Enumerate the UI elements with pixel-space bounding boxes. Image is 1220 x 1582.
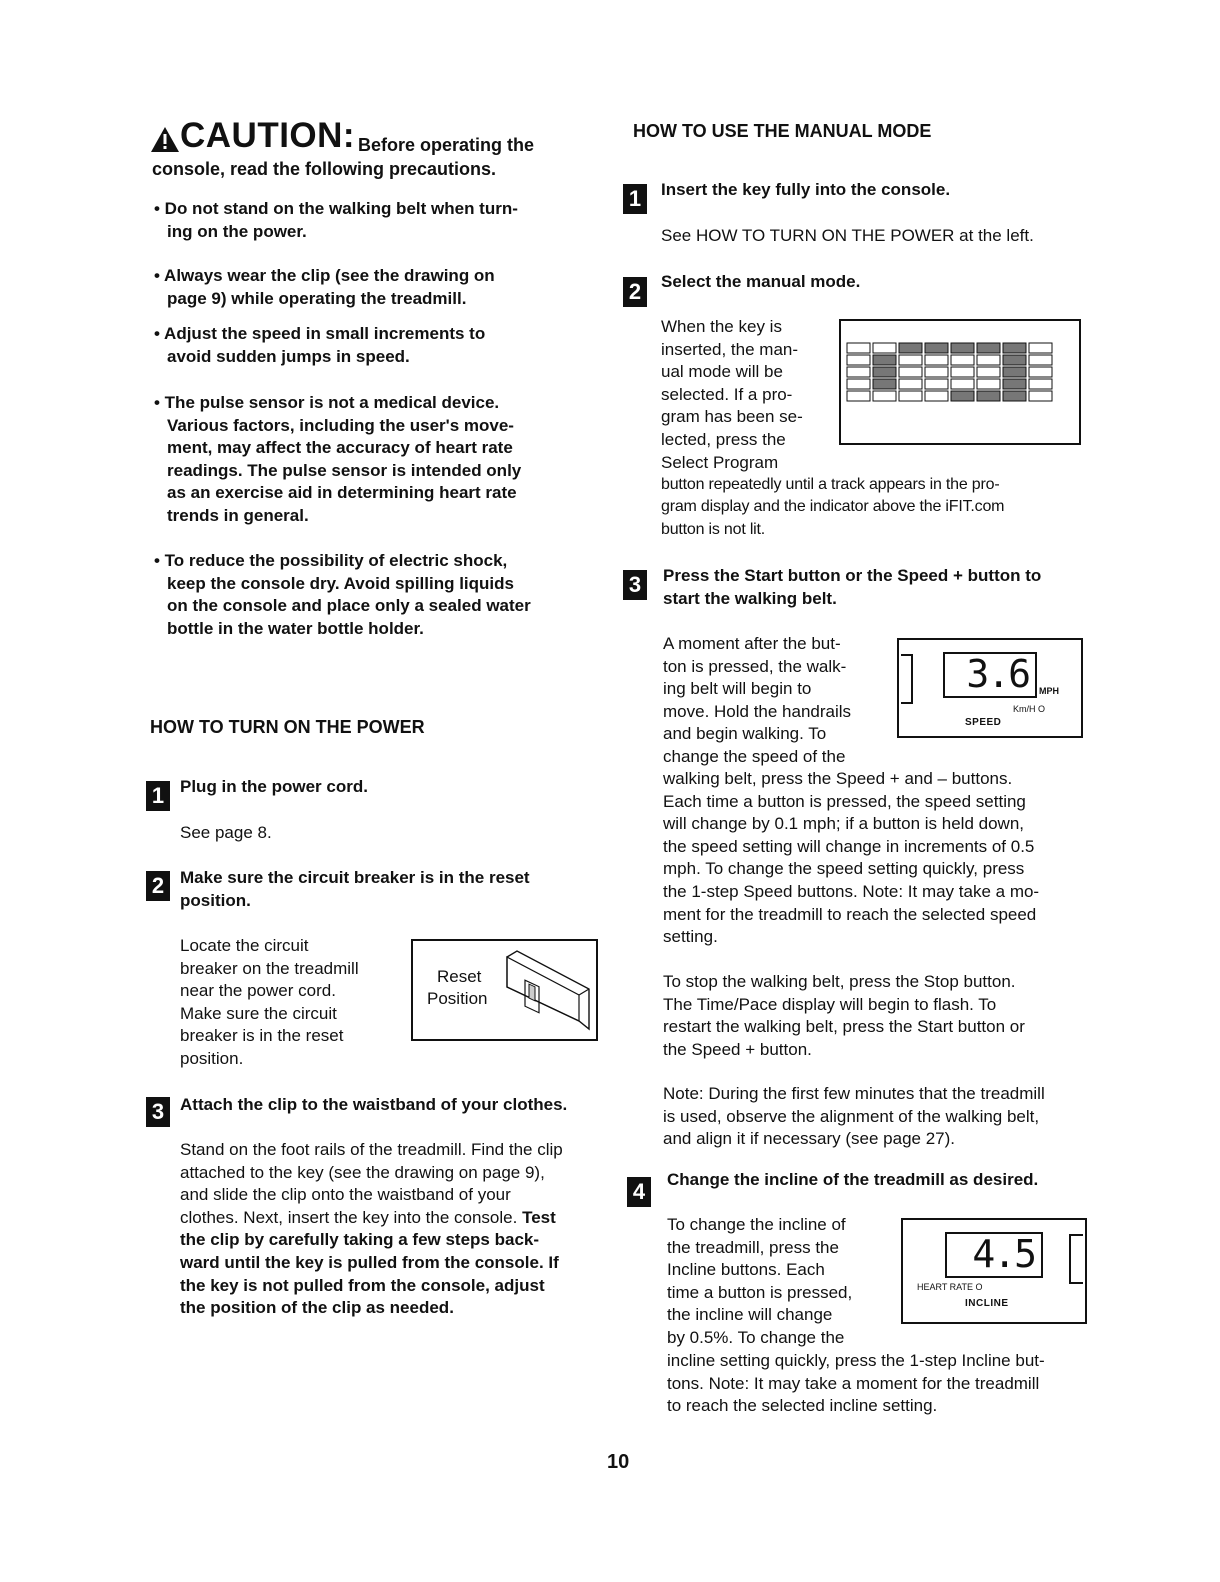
- program-led-cell: [1003, 367, 1026, 377]
- caution-item-4: • The pulse sensor is not a medical device. Various factors, including the user's move- ment, may affect the accuracy of heart rate readings. The pulse sensor is intended only as an exercise aid in determining heart rate trends in general.: [154, 393, 522, 525]
- caution-item-2: • Always wear the clip (see the drawing on page 9) while operating the treadmill.: [154, 266, 495, 308]
- power-step-2-number: 2: [146, 871, 170, 901]
- incline-value: 4.5: [972, 1232, 1035, 1276]
- incline-lcd: [945, 1232, 1043, 1278]
- program-led-cell: [925, 391, 948, 401]
- manual-step-3-body-short: A moment after the but- ton is pressed, the walk- ing belt will begin to move. Hold the handrails and begin walking. To change the speed of the: [663, 634, 852, 766]
- position-label: Position: [427, 989, 488, 1008]
- speed-lcd: [943, 652, 1037, 698]
- program-led-cell: [1029, 391, 1052, 401]
- power-step-2-title: Make sure the circuit breaker is in the reset position.: [180, 868, 530, 910]
- caution-item-5: • To reduce the possibility of electric shock, keep the console dry. Avoid spilling liquids on the console and place only a sealed water bottle in the water bottle holder.: [154, 551, 531, 638]
- program-led-cell: [1029, 355, 1052, 365]
- power-step-3-body: Stand on the foot rails of the treadmill. Find the clip attached to the key (see the drawing on page 9), and slide the clip onto the waistband of your clothes. Next, insert the key into the console. Test the clip by carefully taking a few steps back- ward until the key is pulled from the console. If the key is not pulled from the console, adjust the position of the clip as needed.: [180, 1140, 563, 1318]
- program-led-cell: [899, 343, 922, 353]
- program-led-cell: [899, 379, 922, 389]
- program-led-cell: [847, 355, 870, 365]
- program-led-cell: [977, 343, 1000, 353]
- incline-heart-rate-label: HEART RATE O: [917, 1282, 983, 1292]
- program-led-cell: [899, 367, 922, 377]
- manual-step-1-number: 1: [623, 184, 647, 214]
- manual-step-4-number: 4: [627, 1177, 651, 1207]
- program-track-grid: [841, 321, 1079, 443]
- power-step-3-title: Attach the clip to the waistband of your clothes.: [180, 1095, 568, 1114]
- caution-word: CAUTION:: [180, 116, 356, 155]
- program-led-cell: [951, 391, 974, 401]
- manual-step-3-para-3: Note: During the first few minutes that the treadmill is used, observe the alignment of the walking belt, and align it if necessary (see page 27).: [663, 1084, 1045, 1149]
- program-led-cell: [925, 343, 948, 353]
- manual-step-1-body: See HOW TO TURN ON THE POWER at the left.: [661, 226, 1034, 245]
- power-heading: HOW TO TURN ON THE POWER: [150, 717, 425, 737]
- manual-step-4-title: Change the incline of the treadmill as desired.: [667, 1170, 1039, 1189]
- program-led-cell: [873, 355, 896, 365]
- speed-unit-mph: MPH: [1039, 686, 1059, 696]
- program-led-cell: [1029, 379, 1052, 389]
- manual-step-4-body-short: To change the incline of the treadmill, press the Incline buttons. Each time a button is pressed, the incline will change by 0.5%. To change the: [667, 1215, 853, 1347]
- program-led-cell: [1029, 343, 1052, 353]
- manual-step-2-body-short: When the key is inserted, the man- ual mode will be selected. If a pro- gram has been se- lected, press the Select Program: [661, 317, 803, 472]
- warning-triangle-icon: [150, 126, 180, 153]
- manual-step-2-number: 2: [623, 277, 647, 307]
- program-led-cell: [925, 379, 948, 389]
- caution-item-1: • Do not stand on the walking belt when turn- ing on the power.: [154, 199, 518, 241]
- caution-item-3: • Adjust the speed in small increments to avoid sudden jumps in speed.: [154, 324, 486, 366]
- program-led-cell: [899, 355, 922, 365]
- reset-position-figure: [411, 939, 598, 1041]
- speed-side-bracket: [901, 654, 913, 704]
- manual-step-1-title: Insert the key fully into the console.: [661, 180, 951, 199]
- power-step-2-body: Locate the circuit breaker on the treadmill near the power cord. Make sure the circuit breaker is in the reset position.: [180, 936, 359, 1068]
- power-step-3-number: 3: [146, 1097, 170, 1127]
- reset-label: Reset: [437, 967, 482, 986]
- page-number: 10: [607, 1451, 630, 1473]
- program-display-figure: [839, 319, 1081, 445]
- program-led-cell: [925, 355, 948, 365]
- manual-step-2-title: Select the manual mode.: [661, 272, 861, 291]
- program-led-cell: [1003, 343, 1026, 353]
- caution-intro-a: Before operating the: [358, 135, 535, 155]
- program-led-cell: [951, 379, 974, 389]
- caution-header: [150, 116, 570, 179]
- speed-label: SPEED: [965, 717, 1002, 728]
- speed-unit-kmh: Km/H O: [1013, 704, 1046, 714]
- program-led-cell: [951, 367, 974, 377]
- power-step-1-title: Plug in the power cord.: [180, 777, 368, 796]
- program-led-cell: [1003, 355, 1026, 365]
- program-led-cell: [847, 367, 870, 377]
- program-led-cell: [847, 391, 870, 401]
- program-led-cell: [847, 379, 870, 389]
- manual-step-3-number: 3: [623, 570, 647, 600]
- program-led-cell: [873, 379, 896, 389]
- program-led-cell: [873, 391, 896, 401]
- manual-step-2-body-long: button repeatedly until a track appears in the pro- gram display and the indicator above the iFIT.com button is not lit.: [661, 476, 1005, 538]
- manual-heading: HOW TO USE THE MANUAL MODE: [633, 121, 932, 141]
- manual-step-3-para-2: To stop the walking belt, press the Stop button. The Time/Pace display will begin to flash. To restart the walking belt, press the Start button or the Speed + button.: [663, 972, 1025, 1059]
- speed-display-figure: [897, 638, 1083, 738]
- power-step-1-body: See page 8.: [180, 823, 272, 842]
- program-led-cell: [1003, 379, 1026, 389]
- manual-step-3-title: Press the Start button or the Speed + button to start the walking belt.: [663, 566, 1042, 608]
- incline-display-figure: [901, 1218, 1087, 1324]
- program-led-cell: [951, 343, 974, 353]
- program-led-cell: [977, 367, 1000, 377]
- program-led-cell: [873, 367, 896, 377]
- program-led-cell: [977, 379, 1000, 389]
- circuit-breaker-icon: [501, 949, 591, 1031]
- incline-side-bracket: [1069, 1234, 1083, 1284]
- program-led-cell: [925, 367, 948, 377]
- program-led-cell: [1003, 391, 1026, 401]
- power-step-1-number: 1: [146, 781, 170, 811]
- manual-step-4-body-long: incline setting quickly, press the 1-step Incline but- tons. Note: It may take a moment for the treadmill to reach the selected incline setting.: [667, 1351, 1045, 1416]
- incline-label: INCLINE: [965, 1298, 1009, 1309]
- speed-value: 3.6: [966, 652, 1029, 696]
- program-led-cell: [1029, 367, 1052, 377]
- program-led-cell: [847, 343, 870, 353]
- program-led-cell: [977, 355, 1000, 365]
- program-led-cell: [899, 391, 922, 401]
- program-led-cell: [977, 391, 1000, 401]
- program-led-cell: [873, 343, 896, 353]
- program-led-cell: [951, 355, 974, 365]
- caution-intro-b: console, read the following precautions.: [152, 159, 497, 179]
- manual-step-3-body-long: walking belt, press the Speed + and – buttons. Each time a button is pressed, the speed setting will change by 0.1 mph; if a button is held down, the speed setting will change in increments of 0.5 mph. To change the speed setting quickly, press the 1-step Speed buttons. Note: It may take a mo- ment for the treadmill to reach the selected speed setting.: [663, 769, 1040, 947]
